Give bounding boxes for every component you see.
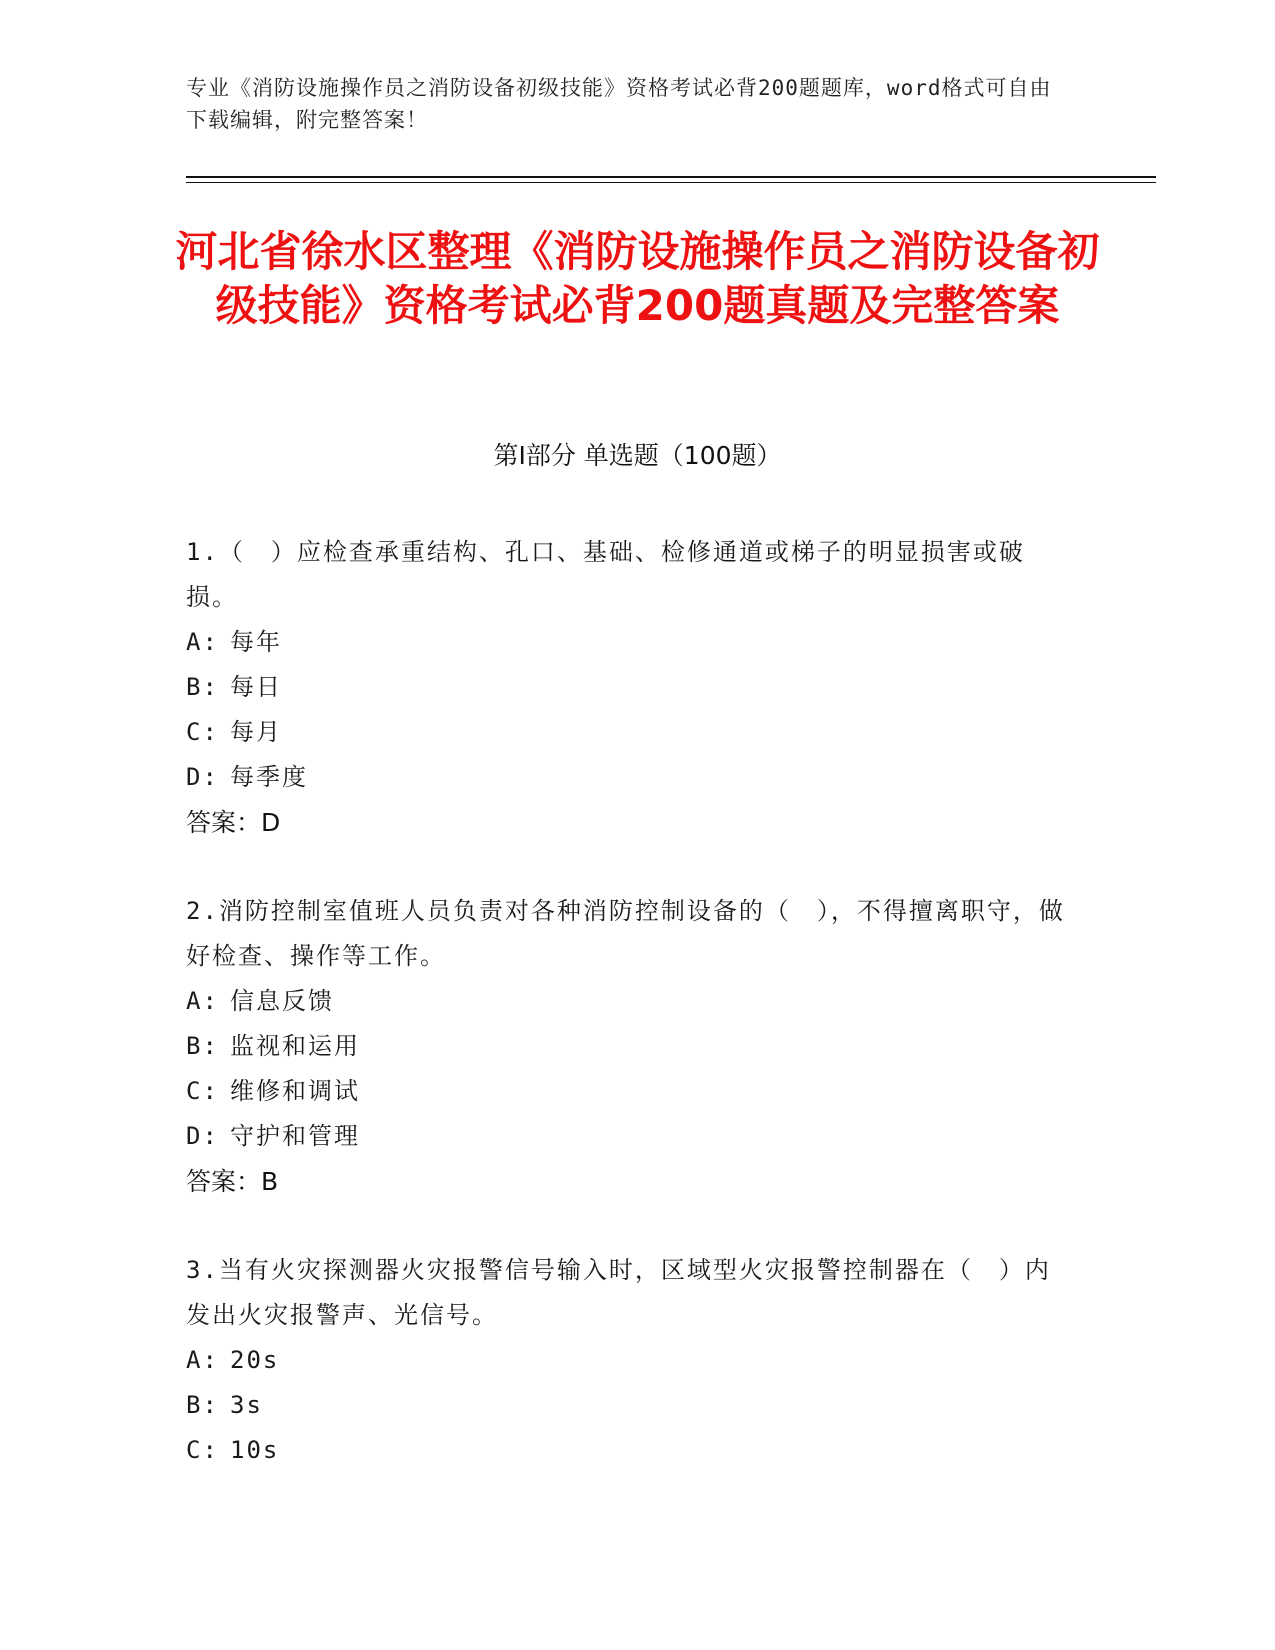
option-a	[186, 979, 1066, 1024]
option-letter: A:	[186, 628, 219, 656]
option-letter: C:	[186, 1436, 219, 1464]
option-b	[186, 1383, 1066, 1428]
header-rule-thick	[186, 176, 1156, 178]
option-text: 信息反馈	[230, 987, 334, 1015]
question-stem: 2.消防控制室值班人员负责对各种消防控制设备的（ ），不得擅离职守，做好检查、操作等工作。	[186, 897, 1065, 970]
option-b	[186, 665, 1066, 710]
option-text: 每季度	[230, 763, 308, 791]
option-text: 10s	[230, 1436, 280, 1464]
option-c	[186, 1428, 1066, 1473]
option-c	[186, 710, 1066, 755]
option-letter: A:	[186, 987, 219, 1015]
question-2	[186, 889, 1066, 1204]
option-text: 20s	[230, 1346, 280, 1374]
option-a	[186, 620, 1066, 665]
option-d	[186, 755, 1066, 800]
option-text: 守护和管理	[230, 1122, 360, 1150]
option-text: 每月	[230, 718, 282, 746]
question-1	[186, 530, 1066, 845]
option-d	[186, 1114, 1066, 1159]
option-text: 每日	[230, 673, 282, 701]
option-c	[186, 1069, 1066, 1114]
question-stem: 3.当有火灾探测器火灾报警信号输入时，区域型火灾报警控制器在（ ）内发出火灾报警声、光信号。	[186, 1256, 1051, 1329]
option-text: 每年	[230, 628, 282, 656]
option-letter: C:	[186, 1077, 219, 1105]
option-letter: B:	[186, 1391, 219, 1419]
header-note: 专业《消防设施操作员之消防设备初级技能》资格考试必背200题题库，word格式可自由下载编辑，附完整答案！	[186, 76, 1052, 132]
answer-line: 答案：B	[186, 1167, 279, 1196]
question-3	[186, 1248, 1066, 1473]
answer-line: 答案：D	[186, 808, 281, 837]
question-stem: 1.（ ）应检查承重结构、孔口、基础、检修通道或梯子的明显损害或破损。	[186, 538, 1025, 611]
option-letter: A:	[186, 1346, 219, 1374]
header-rule-thin	[186, 182, 1156, 183]
document-title: 河北省徐水区整理《消防设施操作员之消防设备初级技能》资格考试必背200题真题及完整答案	[175, 227, 1100, 330]
option-b	[186, 1024, 1066, 1069]
option-text: 3s	[230, 1391, 263, 1419]
option-text: 维修和调试	[230, 1077, 360, 1105]
option-letter: C:	[186, 718, 219, 746]
option-letter: B:	[186, 673, 219, 701]
option-letter: D:	[186, 763, 219, 791]
option-a	[186, 1338, 1066, 1383]
option-letter: B:	[186, 1032, 219, 1060]
option-letter: D:	[186, 1122, 219, 1150]
section-heading: 第Ⅰ部分 单选题（100题）	[493, 441, 782, 470]
question-list	[186, 530, 1066, 1517]
option-text: 监视和运用	[230, 1032, 360, 1060]
